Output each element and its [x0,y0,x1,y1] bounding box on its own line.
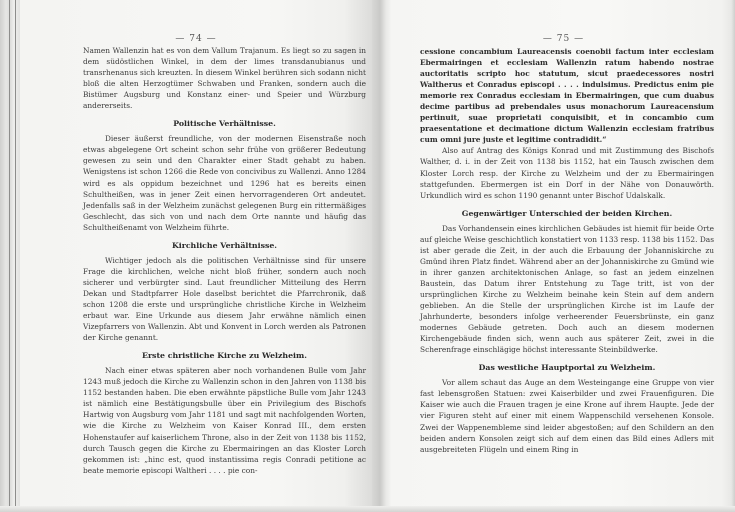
paragraph-gegenwaertiger-unterschied: Das Vorhandensein eines kirchlichen Gebäudes ist hiemit für beide Orte auf gleiche Weise geschichtlich konstatiert von 1133 resp. 1138 bis 1152. Das ist aber gerade die Zeit, in der auch die Erbauung der Johanniskirche zu Gmünd ihren Platz findet. Während aber an der Johanniskirche zu Gmünd wie in ihrer ganzen architektonischen Anlage, so fast an jedem einzelnen Baustein, das Datum ihrer Entstehung zu Tage tritt, ist von der ursprünglichen Kirche zu Welzheim beinahe kein Stein auf dem andern geblieben. An die Stelle der ursprünglichen Kirche ist im Laufe der Jahrhunderte, besonders infolge verheerender Feuersbrünste, ein ganz modernes Gebäude getreten. Doch auch an diesem modernen Kirchengebäude finden sich, wenn auch aus späterer Zeit, zwei in die Scherenfrage einschlägige höchst interessante Steinbildwerke. [420,223,714,355]
page-number-left: — 74 — [175,34,217,44]
page-number-right: — 75 — [542,34,585,44]
bottom-edge-shadow [0,506,735,512]
heading-politische-verhaeltnisse: Politische Verhältnisse. [173,119,276,129]
page-edge-right [731,0,735,512]
paragraph-erste-christliche-kirche: Nach einer etwas späteren aber noch vorhandenen Bulle vom Jahr 1243 muß jedoch die Kirche zu Wallenzin schon in den Jahren von 1138 bis 1152 bestanden haben. Die eben erwähnte päpstliche Bulle vom Jahr 1243 ist nämlich eine Bestätigungsbulle über ein Privilegium des Bischofs Hartwig von Augsburg vom Jahr 1181 und sagt mit nachfolgenden Worten, wie die Kirche zu Welzheim von Kaiser Konrad III., dem ersten Hohenstaufer auf kaiserlichem Throne, also in der Zeit von 1138 bis 1152, durch Tausch gegen die Kirche zu Ebermairingen an das Kloster Lorch gekommen ist: „hinc est, quod instantissima regis Conradi petitione ac beate memorie episcopi Waltheri . . . . pie con- [83,366,366,475]
heading-westliches-hauptportal: Das westliche Hauptportal zu Welzheim. [478,363,656,373]
intro-paragraph: Namen Wallenzin hat es von dem Vallum Trajanum. Es liegt so zu sagen in dem südöstlichen Winkel, in dem der limes transdanubianus und transrhenanus sich kreuzten. In diesem Winkel berühren sich sodann nicht bloß die alten Herzogtümer Schwaben und Franken, sondern auch die Bistümer Augsburg und Konstanz einer- und Speier und Würzburg andererseits. [83,46,366,111]
summary-paragraph: Also auf Antrag des Königs Konrad und mit Zustimmung des Bischofs Walther, d. i. in der Zeit von 1138 bis 1152, hat ein Tausch zwischen dem Kloster Lorch resp. der Kirche zu Welzheim und der zu Ebermairingen stattgefunden. Ebermergen ist ein Dorf in der Nähe von Donauwörth. Urkundlich wird es schon 1190 genannt unter Bischof Udalskalk. [420,146,714,200]
paragraph-westliches-hauptportal: Vor allem schaut das Auge an dem Westeingange eine Gruppe von vier fast lebensgroßen Statuen: zwei Kaiserbilder und zwei Frauenfiguren. Die Kaiser wie auch die Frauen tragen je eine Krone auf ihrem Haupte. Jede der vier Figuren steht auf einer mit einem Wappenschild versehenen Konsole. Zwei der Wappenembleme sind leider abgestoßen; auf den Schildern an den beiden andern Konsolen zeigt sich auf dem einen das Bild eines Adlers mit ausgebreiteten Flügeln und einem Ring in [420,378,714,454]
left-page [20,0,372,512]
right-page [392,0,735,512]
heading-gegenwaertiger-unterschied: Gegenwärtiger Unterschied der beiden Kirchen. [461,208,673,218]
latin-quote-continuation: cessione concambium Laureacensis coenobii factum inter ecclesiam Ebermairingen et ecclesiam Wallenzin ratum habendo nostrae auctoritatis scripto hoc statutum, sicut praedecessores nostri Waltherus et Conradus episcopi . . . . indulsimus. Predictus enim pie memorie rex Conradus ecclesiam in Ebermairingen, que cum duabus decime partibus ad prebendales usus monachorum Laureacensium pertinuit, suae proprietati conquisibit, et in concambio cum praesentatione et decimatione dictum Wallenzin ecclesiam fratribus cum omni jure juste et legitime contradidit.“ [420,47,714,145]
right-page-text [420,46,714,455]
left-page-text [83,45,366,476]
paragraph-politische-verhaeltnisse: Dieser äußerst freundliche, von der modernen Eisenstraße noch etwas abgelegene Ort scheint schon sehr frühe von größerer Bedeutung gewesen zu sein und den Charakter einer Stadt gehabt zu haben. Wenigstens ist schon 1266 die Rede von concivibus zu Wallenzi. Anno 1284 wird es als oppidum bezeichnet und 1296 hat es bereits einen Schultheißen, was in jener Zeit einen hervorragenderen Ort andeutet. Jedenfalls saß in der Welzheim zunächst gelegenen Burg ein rittermäßiges Geschlecht, das sich von und nach dem Orte nannte und häufig das Schultheißenamt von Welzheim führte. [83,134,366,232]
paragraph-kirchliche-verhaeltnisse: Wichtiger jedoch als die politischen Verhältnisse sind für unsere Frage die kirchlichen, welche nicht bloß früher, sondern auch noch sicherer und verbürgter sind. Laut freundlicher Mitteilung des Herrn Dekan und Stadtpfarrer Hole daselbst berichtet die Pfarrchronik, daß schon 1208 die erste und ursprüngliche christliche Kirche in Welzheim erbaut war. Eine Urkunde aus diesem Jahr erwähne nämlich einen Vizepfarrers von Wallenzin. Abt und Konvent in Lorch werden als Patronen der Kirche genannt. [83,255,366,343]
heading-kirchliche-verhaeltnisse: Kirchliche Verhältnisse. [171,240,278,250]
heading-erste-christliche-kirche: Erste christliche Kirche zu Welzheim. [142,351,307,361]
book-gutter [372,0,392,512]
